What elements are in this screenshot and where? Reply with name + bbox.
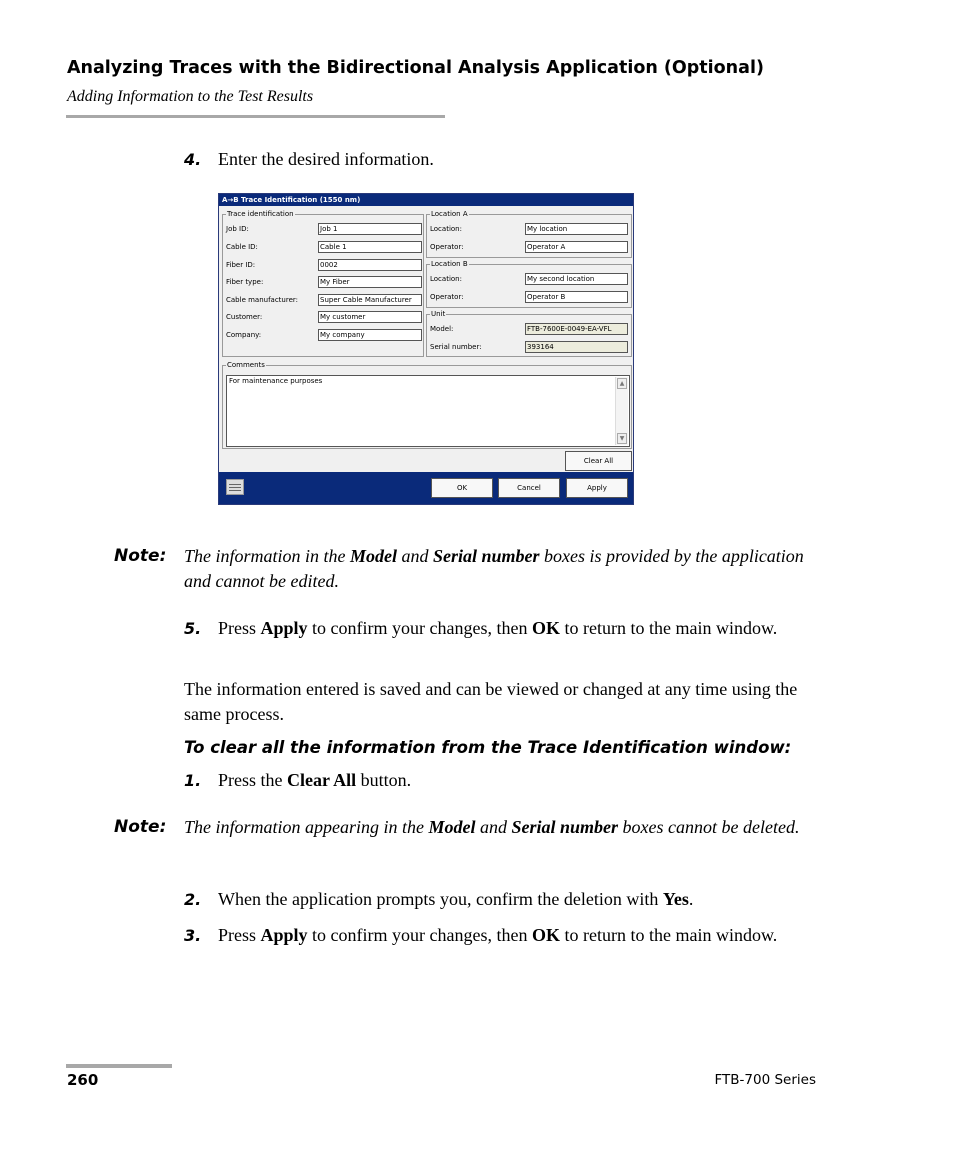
step-number: 1. — [184, 771, 202, 790]
cancel-button[interactable]: Cancel — [498, 478, 560, 498]
operator-b-label: Operator: — [430, 293, 464, 301]
group-caption: Unit — [431, 310, 446, 318]
footer-divider — [66, 1064, 172, 1068]
apply-button[interactable]: Apply — [566, 478, 628, 498]
chapter-title: Analyzing Traces with the Bidirectional Analysis Application (Optional) — [67, 58, 764, 78]
operator-a-field[interactable]: Operator A — [525, 241, 628, 253]
header-divider — [66, 115, 445, 118]
customer-field[interactable]: My customer — [318, 311, 422, 323]
location-b-group — [426, 260, 632, 308]
dialog-button-bar — [219, 472, 633, 504]
note-text: The information in the Model and Serial number boxes is provided by the application and cannot be edited. — [184, 546, 804, 591]
comments-textarea[interactable] — [226, 375, 630, 447]
fiber-type-label: Fiber type: — [226, 278, 264, 286]
cable-id-field[interactable]: Cable 1 — [318, 241, 422, 253]
procedure-heading: To clear all the information from the Trace Identification window: — [184, 738, 792, 757]
note-label: Note: — [114, 817, 167, 837]
note-label: Note: — [114, 546, 167, 566]
fiber-type-field[interactable]: My Fiber — [318, 276, 422, 288]
note-text: The information appearing in the Model and Serial number boxes cannot be deleted. — [184, 817, 800, 837]
note-model-serial — [114, 544, 834, 594]
comments-group — [222, 361, 632, 449]
scroll-down-icon[interactable]: ▼ — [617, 433, 627, 444]
fiber-id-field[interactable]: 0002 — [318, 259, 422, 271]
group-caption: Trace identification — [227, 210, 294, 218]
group-caption: Location B — [431, 260, 468, 268]
job-id-label: Job ID: — [226, 225, 249, 233]
keyboard-icon[interactable] — [226, 479, 244, 495]
step-text: Press Apply to confirm your changes, then OK to return to the main window. — [218, 618, 778, 638]
model-label: Model: — [430, 325, 454, 333]
unit-group — [426, 310, 632, 357]
operator-a-label: Operator: — [430, 243, 464, 251]
step-number: 2. — [184, 890, 202, 909]
customer-label: Customer: — [226, 313, 263, 321]
fiber-id-label: Fiber ID: — [226, 261, 256, 269]
comments-scrollbar[interactable] — [615, 377, 628, 445]
step-text: When the application prompts you, confirm the deletion with Yes. — [218, 889, 694, 909]
model-field: FTB-7600E-0049-EA-VFL — [525, 323, 628, 335]
comments-text: For maintenance purposes — [229, 377, 323, 385]
location-b-label: Location: — [430, 275, 462, 283]
step-5 — [184, 616, 824, 666]
page-number: 260 — [67, 1071, 99, 1089]
cable-id-label: Cable ID: — [226, 243, 258, 251]
company-field[interactable]: My company — [318, 329, 422, 341]
step-4 — [184, 147, 824, 172]
step-1 — [184, 768, 824, 793]
serial-number-field: 393164 — [525, 341, 628, 353]
step-3 — [184, 923, 824, 973]
operator-b-field[interactable]: Operator B — [525, 291, 628, 303]
location-a-field[interactable]: My location — [525, 223, 628, 235]
dialog-title: A→B Trace Identification (1550 nm) — [219, 194, 633, 206]
step-number: 4. — [184, 150, 202, 169]
trace-identification-group — [222, 210, 424, 357]
company-label: Company: — [226, 331, 262, 339]
step-2 — [184, 887, 824, 912]
group-caption: Comments — [227, 361, 265, 369]
note-cannot-delete — [114, 815, 834, 865]
location-a-label: Location: — [430, 225, 462, 233]
section-subtitle: Adding Information to the Test Results — [67, 88, 314, 105]
cable-manufacturer-label: Cable manufacturer: — [226, 296, 299, 304]
step-text: Press Apply to confirm your changes, then OK to return to the main window. — [218, 925, 778, 945]
ok-button[interactable]: OK — [431, 478, 493, 498]
trace-identification-dialog — [218, 193, 634, 505]
location-a-group — [426, 210, 632, 258]
step-number: 5. — [184, 619, 202, 638]
info-paragraph: The information entered is saved and can be viewed or changed at any time using the same process. — [184, 679, 798, 724]
product-series: FTB-700 Series — [714, 1072, 816, 1088]
location-b-field[interactable]: My second location — [525, 273, 628, 285]
step-number: 3. — [184, 926, 202, 945]
step-text: Press the Clear All button. — [218, 770, 412, 790]
step-text: Enter the desired information. — [218, 149, 434, 169]
scroll-up-icon[interactable]: ▲ — [617, 378, 627, 389]
cable-manufacturer-field[interactable]: Super Cable Manufacturer — [318, 294, 422, 306]
group-caption: Location A — [431, 210, 468, 218]
clear-all-button[interactable]: Clear All — [565, 451, 632, 471]
serial-number-label: Serial number: — [430, 343, 482, 351]
job-id-field[interactable]: Job 1 — [318, 223, 422, 235]
